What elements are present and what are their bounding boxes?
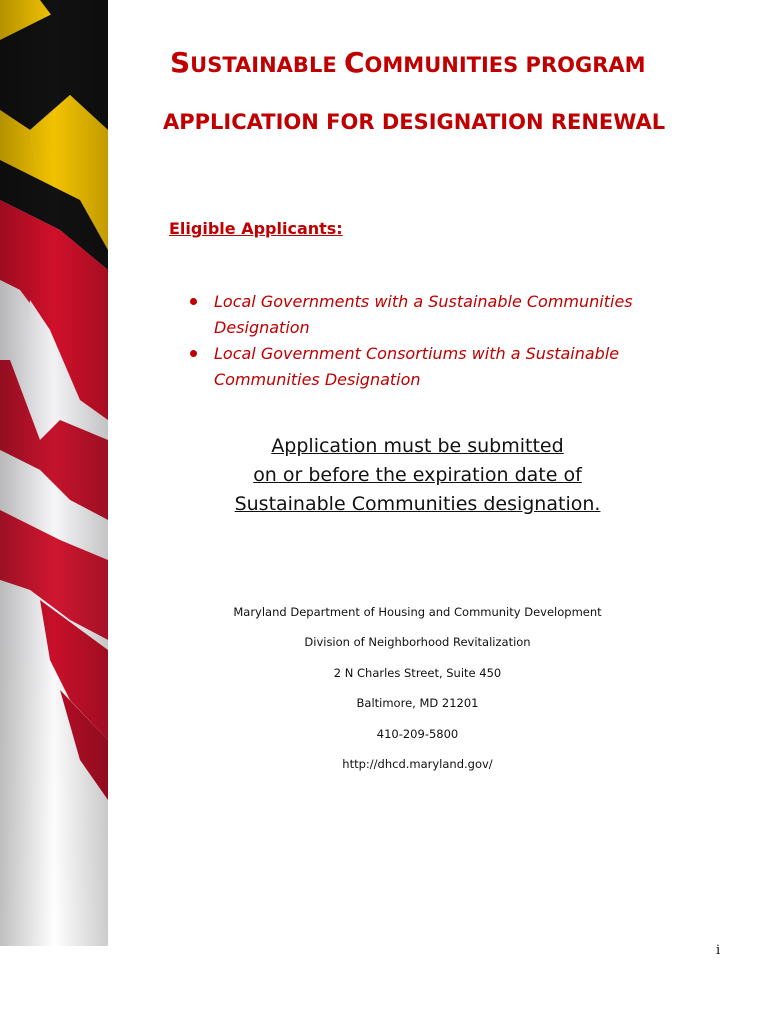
eligible-applicants-heading: Eligible Applicants: <box>169 219 343 238</box>
deadline-line: on or before the expiration date of <box>253 464 582 486</box>
applicant-text: Local Government Consortiums with a Sustainable Communities Designation <box>214 344 620 389</box>
list-item <box>190 289 660 341</box>
title-initial-s: S <box>170 46 191 79</box>
deadline-line: Sustainable Communities designation. <box>234 493 601 515</box>
submission-deadline-notice <box>190 432 645 519</box>
department-name: Maryland Department of Housing and Community Development <box>233 605 602 619</box>
maryland-flag-image <box>0 0 108 946</box>
bullet-icon <box>190 350 197 357</box>
title-rest-2: OMMUNITIES PROGRAM <box>364 53 646 77</box>
applicant-text: Local Governments with a Sustainable Communities Designation <box>214 292 633 337</box>
list-item <box>190 341 660 393</box>
eligible-applicants-list <box>190 289 660 393</box>
street-address: 2 N Charles Street, Suite 450 <box>333 665 502 680</box>
deadline-line: Application must be submitted <box>271 435 564 457</box>
website-link[interactable]: http://dhcd.maryland.gov/ <box>342 756 493 771</box>
page-number: i <box>716 943 721 958</box>
contact-block <box>180 602 655 784</box>
application-subtitle: APPLICATION FOR DESIGNATION RENEWAL <box>163 110 666 134</box>
title-rest-1: USTAINABLE <box>190 53 344 77</box>
bullet-icon <box>190 298 197 305</box>
program-title <box>170 46 730 79</box>
title-initial-c: C <box>343 46 365 79</box>
phone-number: 410-209-5800 <box>376 726 459 741</box>
division-name: Division of Neighborhood Revitalization <box>304 635 531 650</box>
city-state-zip: Baltimore, MD 21201 <box>356 696 479 711</box>
